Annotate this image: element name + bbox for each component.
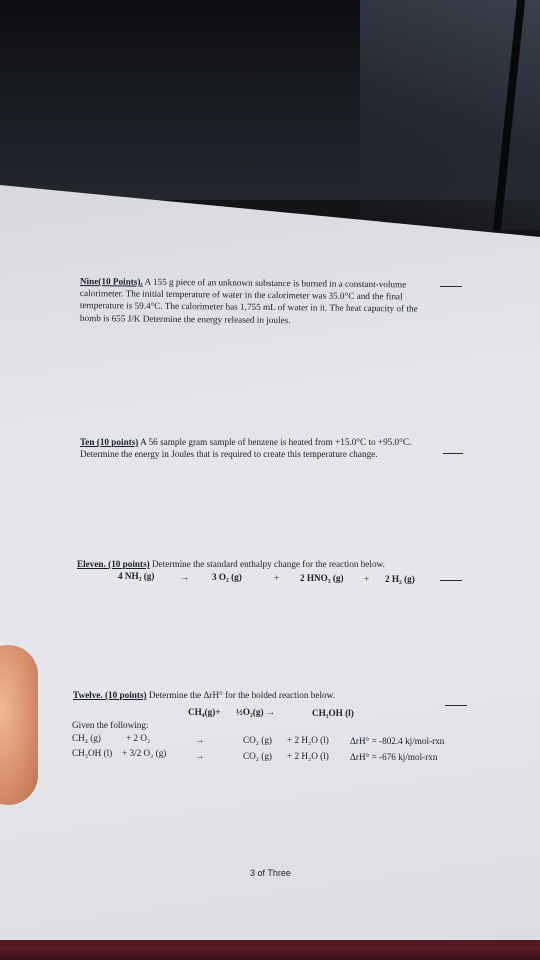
given-2-e: ΔrH° = -676 kj/mol-rxn [350, 752, 438, 762]
given-1-arrow: → [195, 735, 205, 745]
q12-bold-oxygen: ½O₂(g) → [236, 707, 275, 717]
q11-line1 [77, 559, 385, 571]
q10-answer-blank[interactable] [443, 453, 463, 454]
q12-bold-reactant: CH₄(g)+ [188, 707, 221, 717]
given-2-d: + 2 H₂O (l) [287, 751, 329, 761]
q11-plus-2: + [364, 574, 370, 584]
given-1-e: ΔrH° = -802.4 kj/mol-rxn [350, 736, 445, 746]
given-2-arrow: → [195, 751, 205, 761]
q10-line2: Determine the energy in Joules that is required to create this temperature change. [80, 449, 378, 459]
thumb [0, 645, 38, 805]
given-1-b: + 2 O₂ [126, 733, 151, 743]
q11-heading: Eleven. (10 points) [77, 559, 150, 569]
given-1-d: + 2 H₂O (l) [287, 735, 329, 745]
given-2-c: CO₂ (g) [243, 751, 272, 761]
q11-text1: Determine the standard enthalpy change for the reaction below. [149, 559, 385, 569]
q12-text1: Determine the ΔrH° for the bolded reaction below. [146, 690, 335, 700]
q12-line1 [73, 690, 335, 702]
q11-reactant-1: 4 NH₃ (g) [118, 571, 155, 581]
q11-answer-blank[interactable] [440, 580, 462, 581]
given-1-a: CH₄ (g) [72, 733, 101, 743]
q12-bold-product: CH₃OH (l) [312, 708, 354, 718]
q10-heading: Ten (10 points) [80, 437, 139, 447]
q11-arrow: → [180, 572, 190, 582]
q9-line4: bomb is 655 J/K Determine the energy released in joules. [79, 313, 291, 326]
given-2-b: + 3/2 O₂ (g) [122, 748, 167, 758]
q11-product-3: 2 H₂ (g) [385, 574, 415, 584]
given-2-a: CH₃OH (l) [72, 748, 113, 758]
q9-text1: A 155 g piece of an unknown substance is burned in a constant-volume [142, 276, 407, 290]
q10-line1 [80, 437, 411, 449]
q9-line3: temperature is 59.4°C. The calorimeter has 1,755 mL of water in it. The heat capacity of the [79, 300, 418, 314]
q12-heading: Twelve. (10 points) [73, 690, 147, 700]
q9-line2: calorimeter. The initial temperature of water in the calorimeter was 35.0°C and the final [79, 288, 403, 302]
q12-given-label: Given the following: [72, 720, 149, 730]
q9-answer-blank[interactable] [440, 286, 462, 287]
q9-heading: Nine(10 Points). [79, 276, 143, 287]
q10-text1: A 56 sample gram sample of benzene is heated from +15.0°C to +95.0°C. [138, 437, 412, 447]
q12-answer-blank[interactable] [445, 705, 467, 706]
q11-product-1: 3 O₂ (g) [212, 572, 242, 582]
q11-plus-1: + [274, 573, 280, 583]
page-number: 3 of Three [250, 868, 291, 878]
given-1-c: CO₂ (g) [243, 735, 272, 745]
q11-product-2: 2 HNO₃ (g) [300, 573, 344, 583]
